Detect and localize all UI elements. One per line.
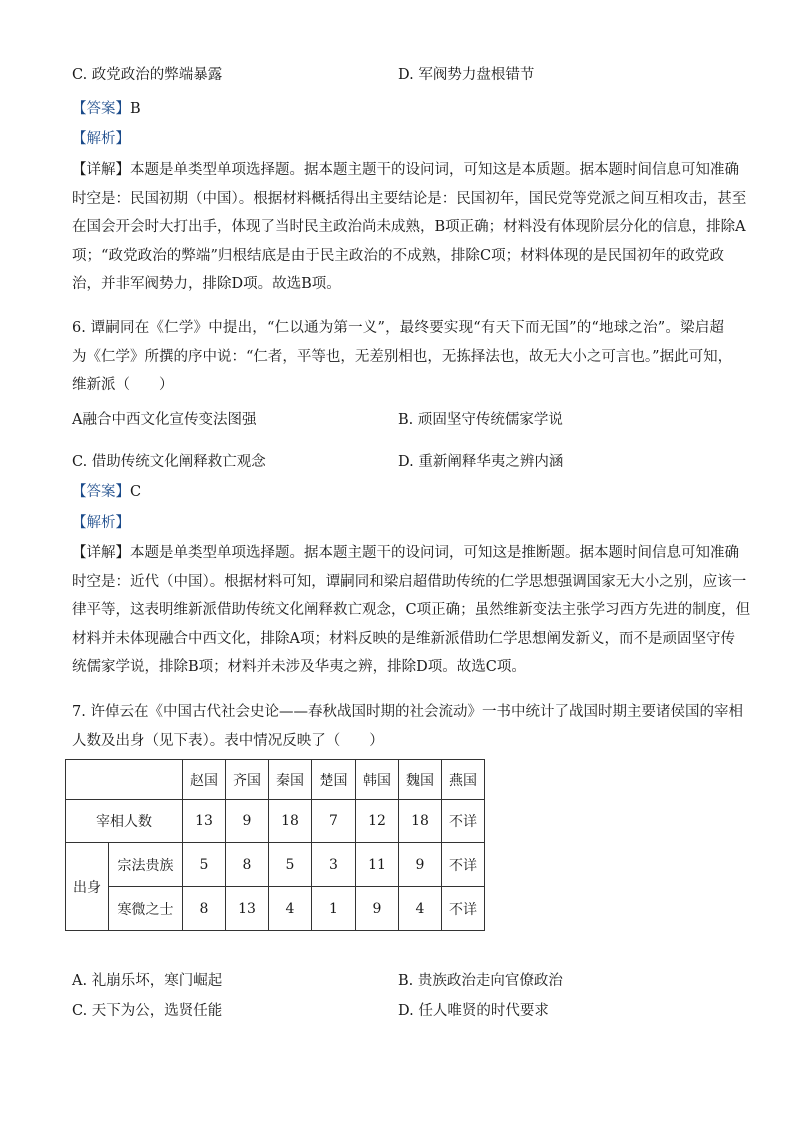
table-cell: 9 (356, 887, 399, 931)
table-cell: 不详 (442, 800, 485, 843)
answer-label: 【答案】 (72, 484, 130, 500)
state-header: 魏国 (399, 760, 442, 800)
q5-option-d: D. 军阀势力盘根错节 (398, 67, 535, 83)
state-header: 燕国 (442, 760, 485, 800)
table-cell: 13 (226, 887, 269, 931)
answer-value: C (130, 484, 142, 500)
q6-analysis-label: 【解析】 (72, 515, 130, 531)
q5-detail-line: 项；“政党政治的弊端”归根结底是由于民主政治的不成熟，排除C项；材料体现的是民国初年的政党政 (72, 247, 724, 264)
q7-stem-line: 人数及出身（见下表）。表中情况反映了（ ） (72, 732, 384, 749)
q6-detail (72, 539, 751, 682)
answer-label: 【答案】 (72, 101, 130, 117)
q6-option-b: B. 顽固坚守传统儒家学说 (398, 412, 563, 428)
q5-analysis-label: 【解析】 (72, 131, 130, 147)
q5-detail-line: 【详解】本题是单类型单项选择题。据本题主题干的设问词，可知这是本质题。据本题时间信息可知准确 (72, 162, 739, 178)
table-cell: 13 (183, 800, 226, 843)
q6-option-c: C. 借助传统文化阐释救亡观念 (72, 454, 266, 470)
table-cell: 11 (356, 843, 399, 887)
q6-stem-line: 维新派（ ） (72, 377, 174, 394)
row-label: 寒微之士 (109, 887, 183, 931)
table-header-row (66, 760, 485, 800)
table-cell: 18 (399, 800, 442, 843)
q5-detail-line: 时空是：民国初期（中国）。根据材料概括得出主要结论是：民国初年，国民党等党派之间互相攻击，甚至 (72, 190, 747, 207)
table-cell: 5 (269, 843, 312, 887)
q6-detail-line: 律平等，这表明维新派借助传统文化阐释救亡观念，C项正确；虽然维新变法主张学习西方先进的制度，但 (72, 602, 751, 619)
q5-detail-line: 治，并非军阀势力，排除D项。故选B项。 (72, 276, 341, 293)
table-cell: 9 (399, 843, 442, 887)
row-label: 宗法贵族 (109, 843, 183, 887)
q6-option-a: A融合中西文化宣传变法图强 (72, 412, 257, 428)
table-row (66, 800, 485, 843)
table-cell: 7 (312, 800, 356, 843)
answer-value: B (130, 101, 141, 117)
q5-option-c: C. 政党政治的弊端暴露 (72, 67, 223, 83)
table-cell: 9 (226, 800, 269, 843)
q7-option-c: C. 天下为公，选贤任能 (72, 1003, 223, 1019)
q6-answer (72, 482, 141, 502)
q7-stem (72, 698, 743, 755)
q7-option-d: D. 任人唯贤的时代要求 (398, 1003, 549, 1019)
state-header: 楚国 (312, 760, 356, 800)
table-cell: 4 (269, 887, 312, 931)
q5-detail (72, 156, 747, 299)
row-group-label: 出身 (66, 843, 109, 931)
table-cell: 不详 (442, 887, 485, 931)
table-row (66, 843, 485, 887)
row-label: 宰相人数 (66, 800, 183, 843)
table-cell: 不详 (442, 843, 485, 887)
premier-table (65, 759, 485, 931)
table-cell: 12 (356, 800, 399, 843)
q7-option-a: A. 礼崩乐坏，寒门崛起 (72, 973, 223, 989)
table-cell: 8 (226, 843, 269, 887)
table-corner-cell (66, 760, 183, 800)
state-header: 齐国 (226, 760, 269, 800)
q7-option-b: B. 贵族政治走向官僚政治 (398, 973, 563, 989)
table-cell: 1 (312, 887, 356, 931)
table-cell: 4 (399, 887, 442, 931)
q6-detail-line: 【详解】本题是单类型单项选择题。据本题主题干的设问词，可知这是推断题。据本题时间信息可知准确 (72, 545, 739, 561)
q6-stem (72, 314, 733, 400)
q6-detail-line: 统儒家学说，排除B项；材料并未涉及华夷之辨，排除D项。故选C项。 (72, 659, 526, 676)
table-cell: 5 (183, 843, 226, 887)
table-cell: 18 (269, 800, 312, 843)
q6-stem-line: 为《仁学》所撰的序中说：“仁者，平等也，无差别相也，无拣择法也，故无大小之可言也。”据此可知， (72, 348, 733, 365)
q7-stem-line: 7. 许倬云在《中国古代社会史论——春秋战国时期的社会流动》一书中统计了战国时期主要诸侯国的宰相 (72, 704, 743, 720)
q6-option-d: D. 重新阐释华夷之辨内涵 (398, 454, 564, 470)
q6-detail-line: 时空是：近代（中国）。根据材料可知，谭嗣同和梁启超借助传统的仁学思想强调国家无大小之别，应该一 (72, 573, 747, 590)
q6-detail-line: 材料并未体现融合中西文化，排除A项；材料反映的是维新派借助仁学思想阐发新义，而不是顽固坚守传 (72, 630, 735, 647)
q6-stem-line: 6. 谭嗣同在《仁学》中提出，“仁以通为第一义”，最终要实现“有天下而无国”的“地球之治”。梁启超 (72, 320, 724, 336)
state-header: 赵国 (183, 760, 226, 800)
table-cell: 3 (312, 843, 356, 887)
state-header: 韩国 (356, 760, 399, 800)
q5-detail-line: 在国会开会时大打出手，体现了当时民主政治尚未成熟，B项正确；材料没有体现阶层分化的信息，排除A (72, 219, 746, 236)
q5-answer (72, 99, 141, 119)
table-cell: 8 (183, 887, 226, 931)
state-header: 秦国 (269, 760, 312, 800)
table-row (66, 887, 485, 931)
